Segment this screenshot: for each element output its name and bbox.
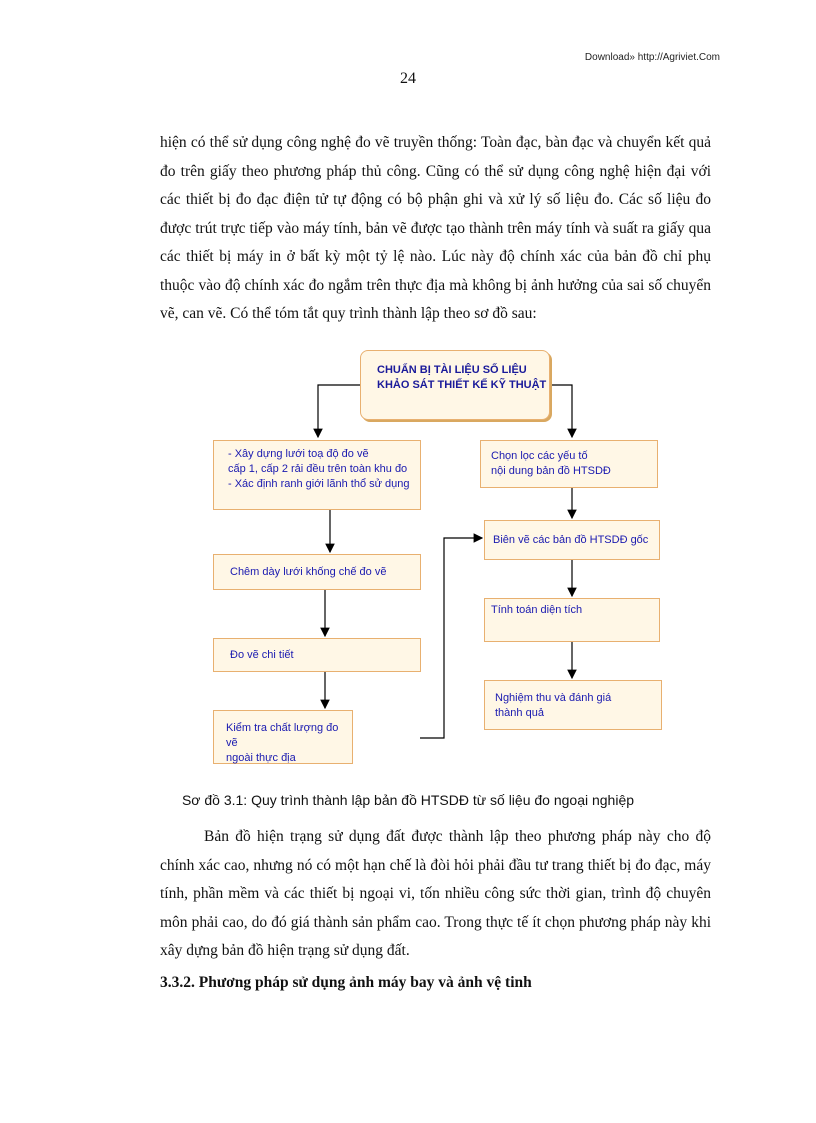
box-densify-control [213, 554, 421, 590]
box-detail-survey [213, 638, 421, 672]
box-prepare-line1: CHUẨN BỊ TÀI LIỆU SỐ LIỆU [377, 364, 527, 376]
box-calc-area-line1: Tính toán diện tích [491, 604, 583, 616]
box-prepare [360, 350, 550, 420]
box-field-check-line1: Kiểm tra chất lượng đo vẽ [226, 722, 339, 749]
body-paragraph: Bản đồ hiện trạng sử dụng đất được thành lập theo phương pháp này cho độ chính xác cao, nhưng nó có một hạn chế là đòi hỏi phải đầu tư trang thiết bị đo đạc, máy tính, phần mềm và các thiết bị ngoại vi, tốn nhiều công sức thời gian, trình độ chuyên môn phải cao, do đó giá thành sản phẩm cao. Trong thực tế ít chọn phương pháp này khi xây dựng bản đồ hiện trạng sử dụng đất. [160, 828, 711, 959]
intro-paragraph: hiện có thể sử dụng công nghệ đo vẽ truyền thống: Toàn đạc, bàn đạc và chuyển kết quả đo trên giấy theo phương pháp thủ công. Cũng có thể sử dụng công nghệ hiện đại với các thiết bị đo đạc điện tử tự động có bộ phận ghi và xử lý số liệu đo. Các số liệu đo được trút trực tiếp vào máy tính, bản vẽ được tạo thành trên máy tính và suất ra giấy qua các thiết bị máy in ở bất kỳ một tỷ lệ nào. Lúc này độ chính xác của bản đồ chỉ phụ thuộc vào độ chính xác đo ngắm trên thực địa mà không bị ảnh hưởng của sai số chuyển vẽ, can vẽ. Có thể tóm tắt quy trình thành lập theo sơ đồ sau: [160, 134, 711, 322]
page-number: 24 [400, 70, 416, 87]
box-densify-control-line1: Chêm dày lưới khống chế đo vẽ [230, 566, 387, 578]
box-select-elements [480, 440, 658, 488]
box-compile-maps-line1: Biên vẽ các bản đồ HTSDĐ gốc [493, 534, 649, 546]
box-select-elements-line1: Chọn lọc các yếu tố [491, 450, 588, 462]
box-build-grid-line3: - Xác định ranh giới lãnh thổ sử dụng [228, 478, 410, 490]
download-link[interactable]: Download» http://Agriviet.Com [584, 52, 720, 63]
diagram-caption: Sơ đồ 3.1: Quy trình thành lập bản đồ HTSDĐ từ số liệu đo ngoại nghiệp [181, 792, 635, 808]
box-field-check-line2: ngoài thực địa [226, 752, 296, 764]
section-heading: 3.3.2. Phương pháp sử dụng ảnh máy bay và ảnh vệ tinh [160, 974, 532, 991]
box-field-check [213, 710, 353, 764]
arrow-top-to-right [550, 385, 572, 437]
box-compile-maps [484, 520, 660, 560]
box-build-grid-line1: - Xây dựng lưới toạ độ đo vẽ [228, 448, 369, 460]
box-acceptance [484, 680, 662, 730]
box-build-grid-line2: cấp 1, cấp 2 rải đều trên toàn khu đo [228, 463, 408, 475]
box-prepare-line2: KHẢO SÁT THIẾT KẾ KỸ THUẬT [377, 379, 547, 391]
box-select-elements-line2: nội dung bản đồ HTSDĐ [491, 465, 611, 477]
arrow-left-to-right [420, 538, 482, 738]
box-calc-area [484, 598, 660, 642]
box-detail-survey-line1: Đo vẽ chi tiết [230, 649, 294, 661]
box-acceptance-line1: Nghiệm thu và đánh giá [495, 692, 612, 704]
box-build-grid [213, 440, 421, 510]
box-acceptance-line2: thành quả [495, 707, 544, 719]
arrow-top-to-left [318, 385, 360, 437]
